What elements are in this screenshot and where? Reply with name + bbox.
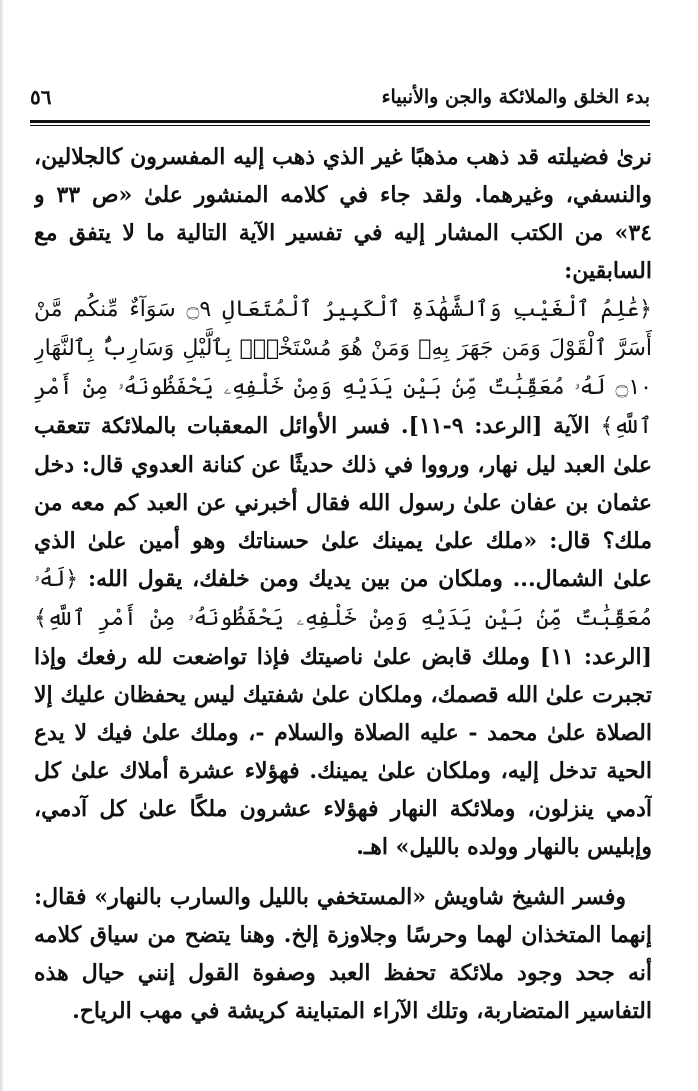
page-header <box>30 80 650 114</box>
header-rule <box>30 120 650 126</box>
page-spine-shadow <box>0 0 4 1091</box>
running-title: بدء الخلق والملائكة والجن والأنبياء <box>381 86 650 108</box>
paragraph <box>34 138 652 290</box>
paragraph-gap <box>34 866 652 878</box>
body-text <box>34 138 652 1068</box>
paragraph <box>34 290 652 866</box>
paragraph-text: نرىٰ فضيلته قد ذهب مذهبًا غير الذي ذهب إليه المفسرون كالجلالين، والنسفي، وغيرهما. ولقد جاء في كلامه المنشور علىٰ «ص ٣٣ و ٣٤» من الكتب المشار إليه في تفسير الآية التالية ما لا يتفق مع السابقين: <box>34 144 652 284</box>
quran-verse: ﴿لَهُۥ مُعَقِّبَٰتٌ مِّنۢ بَيْنِ يَدَيْهِ وَمِنْ خَلْفِهِۦ يَحْفَظُونَهُۥ مِنْ أَمْرِ ٱللَّهِ﴾ <box>34 567 652 631</box>
page-number: ٥٦ <box>30 85 52 109</box>
paragraph <box>34 878 652 1030</box>
quran-verse: ﴿عَٰلِمُ ٱلْغَيْبِ وَٱلشَّهَٰدَةِ ٱلْكَبِيرُ ٱلْمُتَعَالِ ۝٩ سَوَآءٌ مِّنكُم مَّنْ أَسَرَّ ٱلْقَوْلَ وَمَن جَهَرَ بِهِۦ وَمَنْ هُوَ مُسْتَخْفٍۭ بِٱلَّيْلِ وَسَارِبٌۢ بِٱلنَّهَارِ ۝١٠ لَهُۥ مُعَقِّبَٰتٌ مِّنۢ بَيْنِ يَدَيْهِ وَمِنْ خَلْفِهِۦ يَحْفَظُونَهُۥ مِنْ أَمْرِ ٱللَّهِ﴾ <box>34 297 652 439</box>
paragraph-text: [الرعد: ١١] وملك قابض علىٰ ناصيتك فإذا تواضعت لله رفعك وإذا تجبرت علىٰ الله قصمك، وملكان علىٰ شفتيك ليس يحفظان عليك إلا الصلاة علىٰ محمد - عليه الصلاة والسلام -، وملك علىٰ فيك لا يدع الحية تدخل إليه، وملكان علىٰ يمينك. فهؤلاء عشرة أملاك علىٰ كل آدمي ينزلون، وملائكة النهار فهؤلاء عشرون ملكًا علىٰ كل آدمي، وإبليس بالنهار وولده بالليل» اهـ. <box>34 644 652 860</box>
paragraph-text: الآية [الرعد: ٩-١١]. فسر الأوائل المعقبات بالملائكة تتعقب علىٰ العبد ليل نهار، ورووا في ذلك حديثًا عن كنانة العدوي قال: دخل عثمان بن عفان علىٰ رسول الله فقال أخبرني عن العبد كم معه من ملك؟ قال: «ملك علىٰ يمينك علىٰ حسناتك وهو أمين علىٰ الذي علىٰ الشمال... وملكان من بين يديك ومن خلفك، يقول الله: <box>34 413 652 592</box>
paragraph-text: وفسر الشيخ شاويش «المستخفي بالليل والسارب بالنهار» فقال: إنهما المتخذان لهما وحرسًا وجلاوزة إلخ. وهنا يتضح من سياق كلامه أنه جحد وجود ملائكة تحفظ العبد وصفوة القول إنني حيال هذه التفاسير المتضاربة، وتلك الآراء المتباينة كريشة في مهب الرياح. <box>34 884 652 1024</box>
